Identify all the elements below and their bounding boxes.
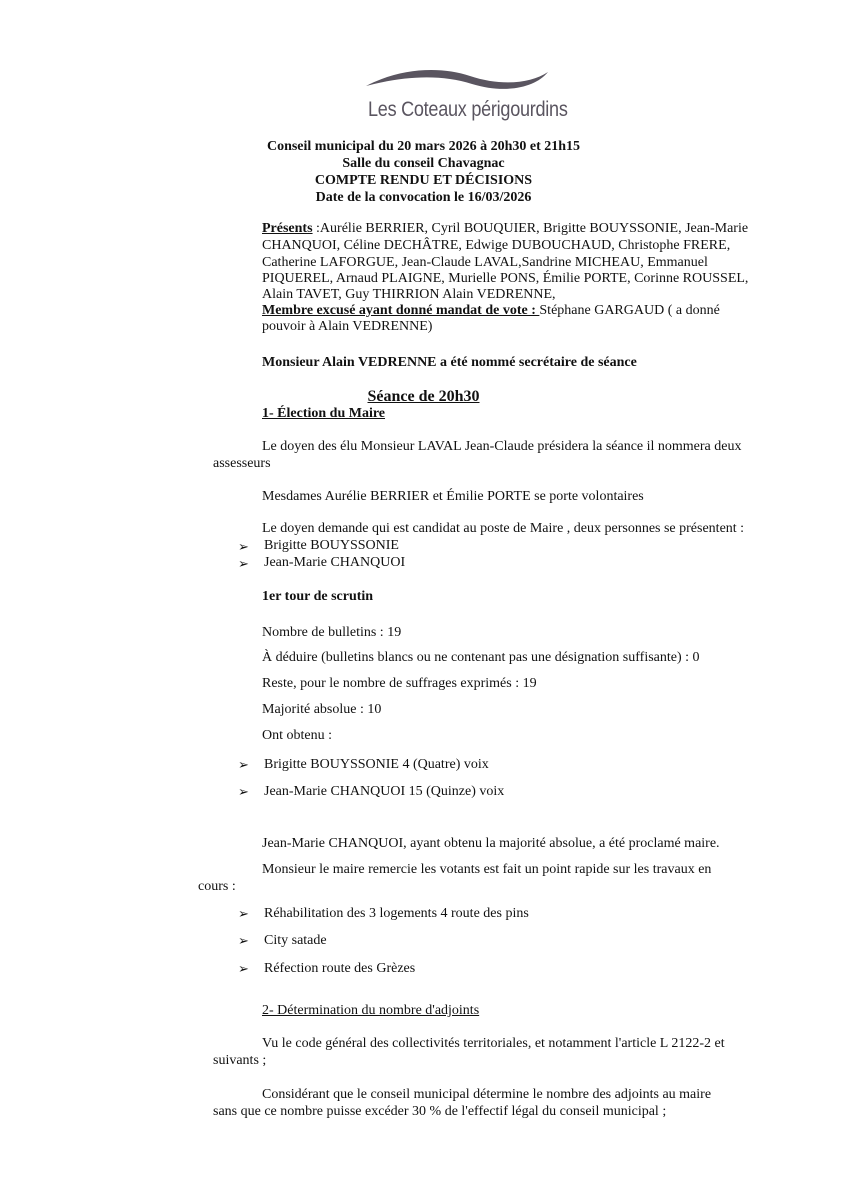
travaux-item: Réhabilitation des 3 logements 4 route des pins [264,906,529,921]
excuse-text: Stéphane GARGAUD ( a donné [539,303,720,318]
remerciement-line1: Monsieur le maire remercie les votants est fait un point rapide sur les travaux en [262,862,712,877]
bullet-icon: ➢ [238,906,249,921]
doyen-line1: Le doyen des élu Monsieur LAVAL Jean-Claude présidera la séance il nommera deux [262,439,742,454]
header-salle: Salle du conseil Chavagnac [342,156,505,171]
candidat-item: Jean-Marie CHANQUOI [264,555,406,570]
considerant-line2: sans que ce nombre puisse excéder 30 % de l'effectif légal du conseil municipal ; [213,1104,667,1119]
ont-obtenu: Ont obtenu : [262,728,332,743]
nombre-bulletins: Nombre de bulletins : 19 [262,625,402,640]
vu-line2: suivants ; [213,1053,267,1068]
candidats-intro: Le doyen demande qui est candidat au poste de Maire , deux personnes se présentent : [262,521,745,536]
header-compte-rendu: COMPTE RENDU ET DÉCISIONS [314,173,533,188]
bullet-icon: ➢ [238,757,249,772]
presents-line1 [262,221,748,237]
secretaire: Monsieur Alain VEDRENNE a été nommé secrétaire de séance [262,355,637,370]
vu-line1: Vu le code général des collectivités territoriales, et notamment l'article L 2122-2 et [262,1036,725,1051]
presents-label: Présents [262,221,313,236]
travaux-item: Réfection route des Grèzes [264,961,416,976]
excuse-line2: pouvoir à Alain VEDRENNE) [262,319,433,334]
assesseurs: Mesdames Aurélie BERRIER et Émilie PORTE se porte volontaires [262,489,644,504]
header-title: Conseil municipal du 20 mars 2026 à 20h30 et 21h15 [266,139,581,154]
bullet-icon: ➢ [238,556,249,571]
scrutin-title: 1er tour de scrutin [262,589,374,604]
presents-line5: Alain TAVET, Guy THIRRION Alain VEDRENNE, [262,287,556,302]
presents-text: :Aurélie BERRIER, Cyril BOUQUIER, Brigitte BOUYSSONIE, Jean-Marie [312,221,749,236]
section-nombre-adjoints: 2- Détermination du nombre d'adjoints [262,1003,480,1018]
excuse-label: Membre excusé ayant donné mandat de vote : [262,303,540,318]
majorite-absolue: Majorité absolue : 10 [262,702,382,717]
presents-line3: Catherine LAFORGUE, Jean-Claude LAVAL,Sandrine MICHEAU, Emmanuel [262,255,708,270]
seance-title: Séance de 20h30 [367,388,480,405]
suffrages-exprimes: Reste, pour le nombre de suffrages exprimés : 19 [262,676,537,691]
remerciement-line2: cours : [198,879,236,894]
excuse-line [262,303,720,319]
candidat-item: Brigitte BOUYSSONIE [264,538,399,553]
bullet-icon: ➢ [238,539,249,554]
doyen-line2: assesseurs [213,456,271,471]
presents-line4: PIQUEREL, Arnaud PLAIGNE, Murielle PONS, Émilie PORTE, Corinne ROUSSEL, [262,271,749,286]
resultat-item: Brigitte BOUYSSONIE 4 (Quatre) voix [264,757,489,772]
logo-swoosh [360,62,560,102]
travaux-item: City satade [264,933,327,948]
header-convocation: Date de la convocation le 16/03/2026 [315,190,532,205]
considerant-line1: Considérant que le conseil municipal détermine le nombre des adjoints au maire [262,1087,712,1102]
bullet-icon: ➢ [238,961,249,976]
bullet-icon: ➢ [238,933,249,948]
a-deduire: À déduire (bulletins blancs ou ne contenant pas une désignation suffisante) : 0 [262,650,700,665]
presents-line2: CHANQUOI, Céline DECHÂTRE, Edwige DUBOUCHAUD, Christophe FRERE, [262,238,731,253]
resultat-item: Jean-Marie CHANQUOI 15 (Quinze) voix [264,784,505,799]
proclamation: Jean-Marie CHANQUOI, ayant obtenu la majorité absolue, a été proclamé maire. [262,836,720,851]
bullet-icon: ➢ [238,784,249,799]
logo-text: Les Coteaux périgourdins [368,98,568,121]
section-election-maire: 1- Élection du Maire [262,406,386,421]
